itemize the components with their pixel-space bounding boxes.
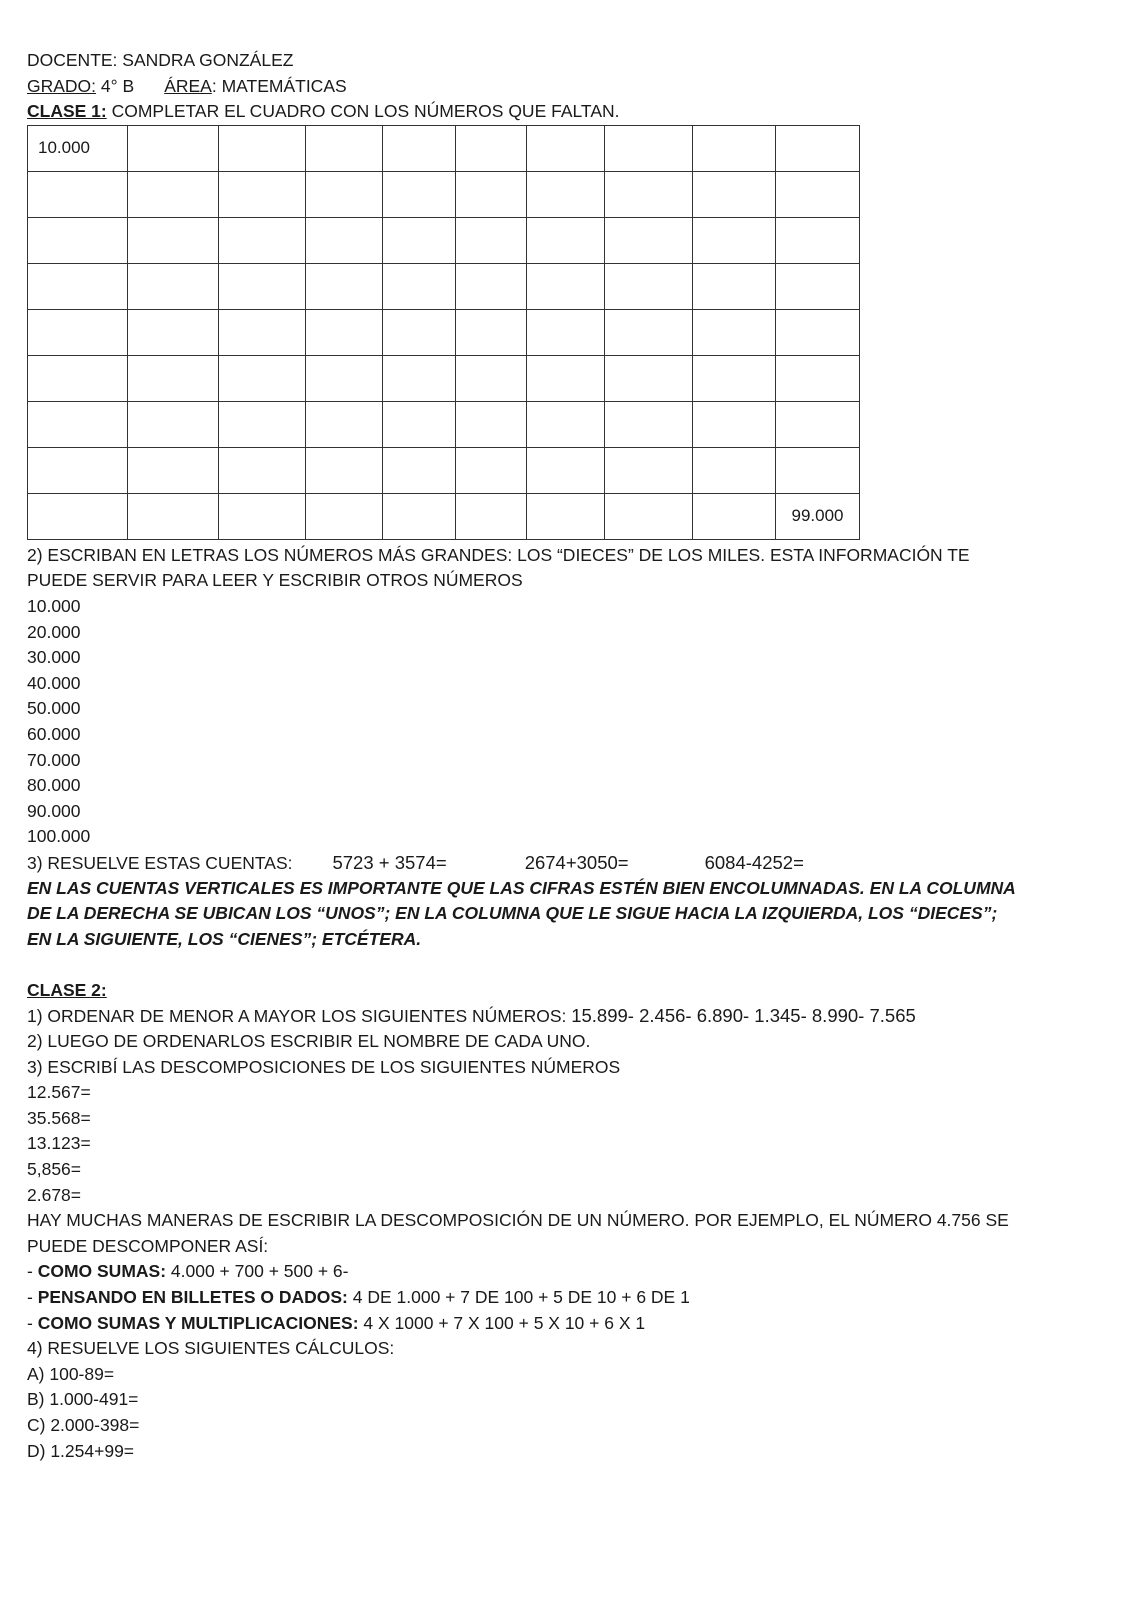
grid-cell[interactable] [128,263,219,309]
clase1-q2-line2: PUEDE SERVIR PARA LEER Y ESCRIBIR OTROS NÚMEROS [27,570,523,591]
grid-cell[interactable] [383,447,456,493]
example-dash: - [27,1261,38,1282]
grid-cell[interactable] [28,263,128,309]
grid-cell[interactable] [306,263,383,309]
grid-cell[interactable] [527,401,605,447]
grid-cell[interactable] [693,401,776,447]
grid-row [28,355,860,401]
example-sums-label: COMO SUMAS: [37,1261,167,1282]
grid-cell[interactable] [776,401,860,447]
grid-cell[interactable] [128,309,219,355]
grid-cell[interactable] [306,217,383,263]
grid-cell[interactable] [605,263,693,309]
grid-cell[interactable] [605,217,693,263]
grid-cell-start[interactable]: 10.000 [28,125,128,171]
grid-cell[interactable] [527,355,605,401]
grid-cell[interactable] [527,263,605,309]
info-line-2: PUEDE DESCOMPONER ASÍ: [27,1235,269,1256]
grid-cell[interactable] [306,355,383,401]
grid-cell[interactable] [28,447,128,493]
example-bills [27,1285,1117,1311]
grid-cell[interactable] [28,355,128,401]
grid-cell[interactable] [306,309,383,355]
note-line-3: EN LA SIGUIENTE, LOS “CIENES”; ETCÉTERA. [27,928,422,949]
grid-cell[interactable] [128,447,219,493]
grid-cell[interactable] [527,217,605,263]
grid-cell[interactable] [693,355,776,401]
clase1-title: CLASE 1: [27,101,107,122]
grid-cell[interactable] [527,125,605,171]
grid-cell[interactable] [306,125,383,171]
grid-row [28,309,860,355]
grid-cell[interactable] [219,171,306,217]
clase2-q4: 4) RESUELVE LOS SIGUIENTES CÁLCULOS: [27,1338,395,1359]
clase2-title: CLASE 2: [27,979,107,1000]
thousands-item: 20.000 [27,621,81,642]
area-value: : MATEMÁTICAS [211,75,347,96]
grade-label: GRADO: [27,75,97,96]
calculations-list [27,1362,1117,1464]
example-mult-label: COMO SUMAS Y MULTIPLICACIONES: [37,1312,359,1333]
grid-cell[interactable] [776,125,860,171]
thousands-item: 10.000 [27,595,81,616]
worksheet-page [27,48,1117,1464]
grid-cell[interactable] [219,401,306,447]
clase2-q2: 2) LUEGO DE ORDENARLOS ESCRIBIR EL NOMBRE DE CADA UNO. [27,1031,591,1052]
decomposition-item: 13.123= [27,1133,91,1154]
teacher-line: DOCENTE: SANDRA GONZÁLEZ [27,50,294,70]
grid-row [28,447,860,493]
grid-cell[interactable] [456,217,527,263]
calculation-item: D) 1.254+99= [27,1440,135,1461]
grid-cell[interactable] [219,263,306,309]
example-mult-value: 4 X 1000 + 7 X 100 + 5 X 10 + 6 X 1 [358,1312,646,1333]
grid-cell[interactable] [776,263,860,309]
calculation-item: B) 1.000-491= [27,1389,139,1410]
clase1-instruction: COMPLETAR EL CUADRO CON LOS NÚMEROS QUE FALTAN. [106,101,620,122]
grid-cell[interactable] [605,401,693,447]
note-line-1: EN LAS CUENTAS VERTICALES ES IMPORTANTE QUE LAS CIFRAS ESTÉN BIEN ENCOLUMNADAS. EN LA COLUMNA [27,877,1016,898]
grid-cell[interactable] [605,493,693,539]
grid-cell[interactable] [605,447,693,493]
thousands-item: 100.000 [27,826,91,847]
grid-row [28,217,860,263]
q3-sum-3: 6084-4252= [704,851,804,873]
grid-cell[interactable] [605,355,693,401]
thousands-item: 60.000 [27,723,81,744]
grid-cell[interactable] [383,171,456,217]
thousands-item: 80.000 [27,775,81,796]
thousands-item: 70.000 [27,749,81,770]
grid-cell[interactable] [219,447,306,493]
grid-cell[interactable] [28,401,128,447]
grid-cell[interactable] [456,125,527,171]
grid-row [28,171,860,217]
grid-cell[interactable] [693,125,776,171]
grid-cell[interactable] [776,171,860,217]
grid-cell[interactable] [527,309,605,355]
q3-sum-1: 5723 + 3574= [332,851,447,873]
grid-cell[interactable] [456,263,527,309]
grid-cell[interactable] [605,171,693,217]
grid-cell[interactable] [456,493,527,539]
grid-cell[interactable] [456,401,527,447]
grade-value: 4° B [96,75,135,96]
grid-cell[interactable] [128,125,219,171]
grid-cell[interactable] [306,493,383,539]
example-mult [27,1311,1117,1337]
grid-cell[interactable] [128,171,219,217]
grid-cell[interactable] [693,171,776,217]
grid-cell[interactable] [28,217,128,263]
grid-cell[interactable] [28,309,128,355]
clase2-q3: 3) ESCRIBÍ LAS DESCOMPOSICIONES DE LOS SIGUIENTES NÚMEROS [27,1056,621,1077]
q1-label: 1) ORDENAR DE MENOR A MAYOR LOS SIGUIENTES NÚMEROS: [27,1006,572,1027]
grid-cell[interactable] [306,171,383,217]
grid-cell[interactable] [776,447,860,493]
thousands-item: 90.000 [27,800,81,821]
grid-cell[interactable] [693,493,776,539]
clase1-q2-line1: 2) ESCRIBAN EN LETRAS LOS NÚMEROS MÁS GRANDES: LOS “DIECES” DE LOS MILES. ESTA INFORMACIÓN TE [27,544,970,565]
grid-cell[interactable] [605,125,693,171]
grid-cell[interactable] [28,171,128,217]
grid-cell[interactable] [693,217,776,263]
grid-cell[interactable] [527,493,605,539]
grid-cell[interactable] [527,171,605,217]
example-dash: - [27,1287,38,1307]
clase2-q1 [27,1003,1117,1029]
q3-sum-2: 2674+3050= [524,851,629,873]
grid-cell[interactable] [219,309,306,355]
calculation-item: A) 100-89= [27,1363,115,1384]
example-sums-value: 4.000 + 700 + 500 + 6- [166,1261,349,1282]
decomposition-item: 35.568= [27,1107,91,1128]
grid-cell[interactable] [456,355,527,401]
grid-cell[interactable] [383,401,456,447]
grid-cell[interactable] [383,493,456,539]
info-line-1: HAY MUCHAS MANERAS DE ESCRIBIR LA DESCOMPOSICIÓN DE UN NÚMERO. POR EJEMPLO, EL NÚMERO 4.756 SE [27,1210,1009,1231]
q3-label: 3) RESUELVE ESTAS CUENTAS: [27,852,293,873]
clase1-q3-line [27,850,1117,876]
thousands-item: 50.000 [27,698,81,719]
example-dash: - [27,1312,38,1333]
grid-cell[interactable] [456,309,527,355]
grid-cell[interactable] [306,447,383,493]
grid-cell[interactable] [693,447,776,493]
grid-cell[interactable] [306,401,383,447]
grid-cell[interactable] [383,355,456,401]
grid-cell[interactable] [776,355,860,401]
note-line-2: DE LA DERECHA SE UBICAN LOS “UNOS”; EN LA COLUMNA QUE LE SIGUE HACIA LA IZQUIERDA, LOS “DIECES”; [27,903,998,924]
grid-cell[interactable] [383,125,456,171]
grid-cell[interactable] [383,309,456,355]
grid-cell[interactable] [219,355,306,401]
grid-row [28,401,860,447]
grid-cell[interactable] [219,493,306,539]
grid-cell[interactable] [128,217,219,263]
grid-cell[interactable] [456,171,527,217]
grid-cell[interactable] [776,217,860,263]
decomposition-item: 5,856= [27,1159,82,1180]
decomposition-item: 12.567= [27,1082,91,1103]
grid-cell[interactable] [383,263,456,309]
clase1-heading [27,99,1117,125]
example-sums [27,1259,1117,1285]
grid-row [28,125,860,171]
grid-cell[interactable] [128,401,219,447]
calculation-item: C) 2.000-398= [27,1414,140,1435]
grid-cell[interactable] [456,447,527,493]
area-label: ÁREA [164,75,212,96]
thousands-list [27,594,1117,850]
grid-row [28,263,860,309]
grade-area-line [27,74,1117,100]
grid-cell[interactable] [693,263,776,309]
grid-cell-end[interactable]: 99.000 [776,493,860,539]
grid-cell[interactable] [605,309,693,355]
example-bills-label: PENSANDO EN BILLETES O DADOS: [37,1287,348,1307]
thousands-item: 30.000 [27,647,81,668]
q1-numbers: 15.899- 2.456- 6.890- 1.345- 8.990- 7.565 [571,1005,916,1027]
grid-cell[interactable] [693,309,776,355]
decomposition-list [27,1080,1117,1208]
grid-cell[interactable] [128,355,219,401]
grid-cell[interactable] [219,125,306,171]
grid-cell[interactable] [776,309,860,355]
example-bills-value: 4 DE 1.000 + 7 DE 100 + 5 DE 10 + 6 DE 1 [347,1287,690,1307]
grid-cell[interactable] [219,217,306,263]
grid-row [28,493,860,539]
number-grid [27,125,860,540]
grid-cell[interactable] [128,493,219,539]
grid-cell[interactable] [527,447,605,493]
grid-cell[interactable] [383,217,456,263]
grid-cell[interactable] [28,493,128,539]
decomposition-item: 2.678= [27,1184,82,1205]
thousands-item: 40.000 [27,672,81,693]
